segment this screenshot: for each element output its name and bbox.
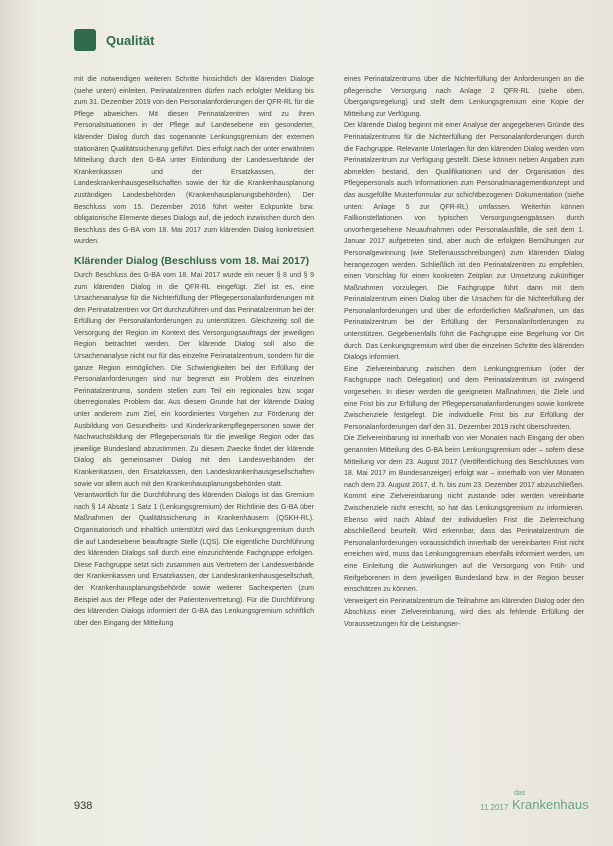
journal-logo-small: das [514,790,526,797]
issue-label: 11.2017 [480,803,509,812]
left-body-paragraph: Durch Beschluss des G-BA vom 18. Mai 2017 wurde ein neuer § 8 und § 9 zum klärenden Dialog in die QFR-RL eingefügt. Ziel ist es, eine Ursachenanalyse für die Nichterfüllung der Pflegepersonalanforderungen mit den Perinatalzentren vor Ort durchzuführen und das Perinatalzentrum bei der Erfüllung der Personalanforderungen zu unterstützen. Gleichzeitig soll die Versorgung der Region im Kontext des Versorgungsauftrags der jeweiligen Region betrachtet werden. Der klärende Dialog soll also die Ursachenanalyse nicht nur für das einzelne Perinatalzentrum, sondern für die ganze Region ermöglichen. Die Schwierigkeiten bei der Erfüllung der Personalanforderungen sind nur begrenzt ein Problem des einzelnen Perinatalzentrums, sondern stellen zum Teil ein regionales bzw. sogar überregionales Problem dar. Aus diesem Grunde hat der klärende Dialog unter anderem zum Ziel, ein koordiniertes Vorgehen zur Förderung der Ausbildung von Gesundheits- und Kinderkrankenpflegepersonen sowie der Nachwuchsbildung der Pflegepersonals für die jeweilige Region oder das jeweilige Bundesland abzustimmen. Zu diesem Zwecke findet der klärende Dialog als gemeinsamer Dialog mit den Landesverbänden der Krankenkassen, den Ersatzkassen, den Landeskrankenhausgesellschaften sowie vor allem auch mit den Krankenhausplanungsbehörden statt. [74,271,314,488]
left-column [74,74,314,629]
right-paragraph-3: Eine Zielvereinbarung zwischen dem Lenkungsgremium (oder der Fachgruppe nach Delegation) und dem Perinatalzentrum ist zwingend vorgesehen. In dieser werden die geeigneten Maßnahmen, die Ziele und eine Frist bis zur Erfüllung der Pflegepersonalanforderungen sowie konkrete Zwischenziele festgelegt. Die individuelle Frist bis zur Erfüllung der Personalanforderungen darf den 31. Dezember 2019 nicht überschreiten. [344,365,584,431]
journal-logo [512,790,589,812]
left-intro-paragraph: mit die notwendigen weiteren Schritte hinsichtlich der klärenden Dialoge (siehe unten) einleiten. Perinatalzentren dürfen nach erfolgter Meldung bis zum 31. Dezember 2019 von den Personalanforderungen der QFR-RL für die Pflege abweichen. Mit diesen Perinatalzentren wird zu ihren Personalsituationen in der Pflege auf Landesebene ein gesonderter, klärender Dialog durch das sogenannte Lenkungsgremium der externen stationären Qualitätssicherung geführt. Dies erfolgt nach der unter erwähnten Mitteilung durch den G-BA unter Einbindung der Landesverbände der Krankenkassen und der Ersatzkassen, der Landeskrankenhausgesellschaften sowie der für die Krankenhausplanung zuständigen Landesbehörden (Krankenhausplanungsbehörden). Der Beschluss vom 15. Dezember 2016 führt weiter Eckpunkte bzw. obligatorische Elemente dieses Dialogs auf, die jedoch inzwischen durch den Beschluss des G-BA vom 18. Mai 2017 zum klärenden Dialog konkretisiert wurden. [74,76,314,246]
left-body-paragraph-2: Verantwortlich für die Durchführung des klärenden Dialogs ist das Gremium nach § 14 Absatz 1 Satz 1 (Lenkungsgremium) der Richtlinie des G-BA über Maßnahmen der Qualitätssicherung in Krankenhäusern (QSKH-RL). Organisatorisch und inhaltlich unterstützt wird das Lenkungsgremium durch die auf Landesebene beauftragte Stelle (LQS). Die eigentliche Durchführung des klärenden Dialogs soll durch eine einzurichtende Fachgruppe erfolgen. Diese Fachgruppe setzt sich zusammen aus Vertretern der Landesverbände der Krankenkassen und Ersatzkassen, der Landeskrankenhausgesellschaft, der Krankenhausplanungsbehörde sowie weiterer Sachexperten (zum Beispiel aus der Pflege oder der Patientenvertretung). Für die Durchführung des klärenden Dialogs informiert der G-BA das Lenkungsgremium schriftlich über den Eingang der Mitteilung [74,492,314,627]
section-header [74,28,154,52]
journal-logo-text: Krankenhaus [512,797,589,812]
right-paragraph-2: Der klärende Dialog beginnt mit einer Analyse der angegebenen Gründe des Perinatalzentrums für die Nichterfüllung der Personalanforderungen durch die Fachgruppe. Relevante Unterlagen für den klärenden Dialog werden vom Perinatalzentrum zur Verfügung gestellt. Diese können neben Angaben zum abmelden bestand, den Qualifikationen und der Organisation des Pflegepersonals auch Informationen zum Personalmanagementkonzept und das ausgefüllte Musterformular zur schichtbezogenen Dokumentation (siehe unten: Anlage 5 zur QFR-RL) umfassen. Weiterhin können Fallkonstellationen von typischen Versorgungsengpässen durch unvorhergesehene Neuaufnahmen oder Personalausfälle, die seit dem 1. Januar 2017 aufgetreten sind, aber auch die erfolgten Bemühungen zur Personalgewinnung (wie Stellenausschreibungen) zum klärenden Dialog herangezogen werden. Schließlich ist den Perinatalzentren zu empfehlen, einen Vorschlag für einen konkreten Zeitplan zur Umsetzung zukünftiger Maßnahmen vorzulegen. Die Fachgruppe führt dann mit dem Perinatalzentrum einen Dialog über die Ursachen für die Nichterfüllung der Personalanforderungen und über die erforderlichen Maßnahmen, um das Perinatalzentrum bei der Erfüllung der Personalanforderungen zu unterstützen. Gegebenenfalls führt die Fachgruppe eine Begehung vor Ort durch. Das Lenkungsgremium wird über die einzelnen Schritte des klärenden Dialogs informiert. [344,122,584,362]
right-column [344,74,584,631]
subheading: Klärender Dialog (Beschluss vom 18. Mai 2017) [74,254,310,267]
section-title: Qualität [106,32,155,48]
right-paragraph-5: Verweigert ein Perinatalzentrum die Teilnahme am klärenden Dialog oder den Abschluss einer Zielvereinbarung, wird dies als fehlende Erfüllung der Voraussetzungen für die Leistungser- [344,597,584,628]
section-color-block [74,29,96,51]
right-paragraph-1: eines Perinatalzentrums über die Nichterfüllung der Anforderungen an die pflegerische Versorgung nach Anlage 2 QFR-RL (siehe oben, Übergangsregelung) und stellt dem Lenkungsgremium eine Kopie der Mitteilung zur Verfügung. [344,76,584,118]
page-number: 938 [74,800,93,812]
right-paragraph-4: Die Zielvereinbarung ist innerhalb von vier Monaten nach Eingang der oben genannten Mitteilung des G-BA beim Lenkungsgremium oder – sofern diese Mitteilung vor dem 23. August 2017 (Veröffentlichung des Beschlusses vom 18. Mai 2017 im Bundesanzeiger) erfolgt war – innerhalb von vier Monaten nach dem 23. August 2017, d. h. bis zum 23. Dezember 2017 abzuschließen. Kommt eine Zielvereinbarung nicht zustande oder werden vereinbarte Zwischenziele nicht erreicht, so hat das Lenkungsgremium zu informieren. Ebenso wird nach Ablauf der individuellen Frist die Zielerreichung abschließend beurteilt. Wird erkennbar, dass das Perinatalzentrum die Personalanforderungen voraussichtlich innerhalb der vereinbarten Frist nicht erreichen wird, muss das Lenkungsgremium ebenfalls informiert werden, um eine Einleitung die Auswirkungen auf die Versorgung von Früh- und Reifgeborenen in dem jeweiligen Bundesland bzw. in der Region besser einschätzen zu können. [344,435,584,594]
